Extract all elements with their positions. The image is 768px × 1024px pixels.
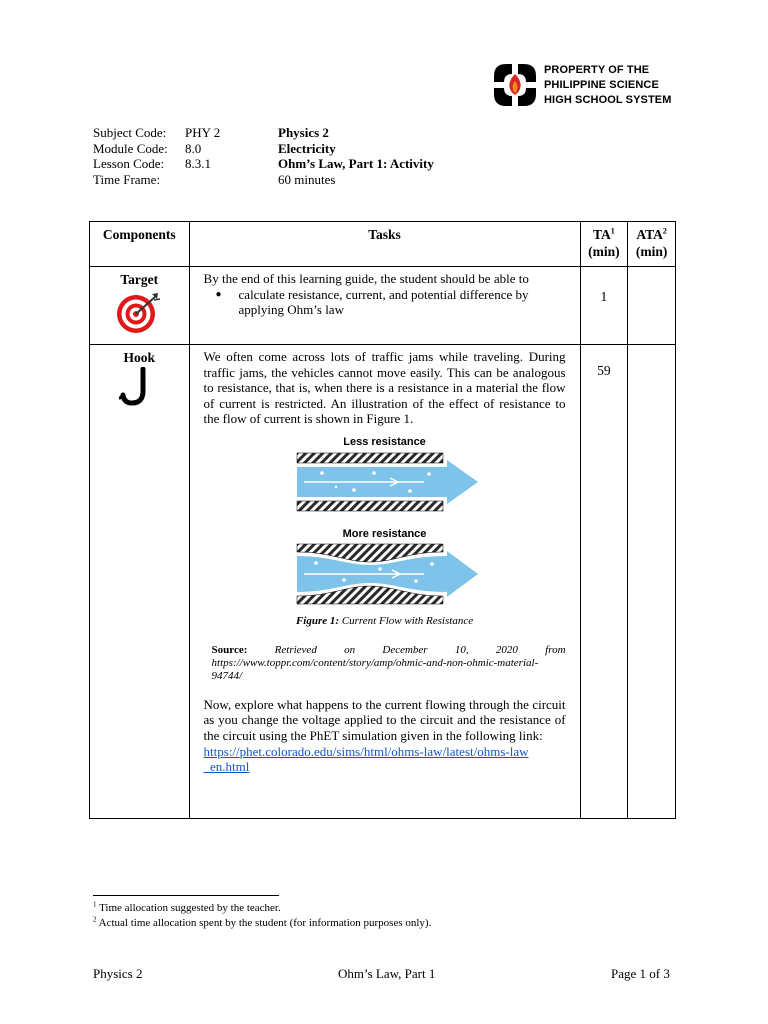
footnote-divider (93, 895, 279, 896)
footnote-1-text: Time allocation suggested by the teacher. (99, 902, 281, 914)
logo-line-2: PHILIPPINE SCIENCE (544, 79, 659, 91)
phet-simulation-link[interactable] (204, 744, 529, 775)
hook-ata (628, 345, 676, 819)
logo-line-3: HIGH SCHOOL SYSTEM (544, 94, 672, 106)
hook-paragraph-2: Now, explore what happens to the current flowing through the circuit as you change the voltage applied to the circuit and the resistance of the circuit using the PhET simulation given in the following link: (203, 696, 566, 743)
time-frame-value: 60 minutes (278, 171, 336, 187)
table-row-target (90, 267, 676, 345)
subject-code-value: PHY 2 (185, 125, 221, 140)
target-ata (628, 267, 676, 345)
figure-caption (204, 614, 566, 630)
target-objective: ● calculate resistance, current, and potential difference by applying Ohm’s law (224, 287, 566, 318)
figure-label-more-resistance: More resistance (342, 527, 427, 540)
table-header-row (90, 222, 676, 267)
logo-text (544, 63, 672, 108)
target-component-cell (90, 267, 190, 345)
figure-1 (204, 435, 566, 630)
less-resistance-diagram (204, 451, 566, 513)
phet-link-line-2: _en.html (203, 759, 250, 775)
source-text: Retrieved on December 10, 2020 from https://www.toppr.com/content/story/amp/ohmic-and-non-ohmic-material-94744/ (211, 643, 566, 682)
hook-task-cell (189, 345, 580, 819)
hook-component-cell (90, 345, 190, 819)
target-ta: 1 (580, 267, 628, 345)
header-ta (580, 222, 628, 267)
header-components: Components (90, 222, 190, 267)
lesson-title: Ohm’s Law, Part 1: Activity (278, 156, 434, 171)
lesson-info (93, 125, 434, 187)
figure-label-less-resistance: Less resistance (343, 435, 426, 448)
header-tasks: Tasks (189, 222, 580, 267)
target-task-cell (189, 267, 580, 345)
footnote-1 (93, 902, 281, 915)
footnote-2-text: Actual time allocation spent by the student (for information purposes only). (98, 917, 432, 929)
hook-ta: 59 (580, 345, 628, 819)
footnote-ref-2: 2 (662, 226, 667, 236)
phet-link-wrapper (204, 744, 566, 775)
footnote-2-number: 2 (93, 915, 97, 924)
module-title: Electricity (278, 140, 336, 156)
footnote-ref-1: 1 (610, 226, 615, 236)
target-label: Target (120, 272, 159, 287)
figure-caption-text: Current Flow with Resistance (341, 615, 474, 628)
learning-guide-table (89, 221, 676, 819)
target-intro: By the end of this learning guide, the student should be able to (203, 271, 529, 286)
module-code-label: Module Code: (93, 140, 168, 156)
more-resistance-diagram (204, 542, 566, 606)
hook-icon (119, 367, 159, 409)
figure-caption-number: Figure 1: (295, 615, 340, 628)
figure-source (212, 644, 566, 683)
footer-center: Ohm’s Law, Part 1 (338, 966, 436, 981)
hook-paragraph-1: We often come across lots of traffic jams while traveling. During traffic jams, the vehicles cannot move easily. This can be analogous to resistance, that is, when there is a resistance in a material the flow of current is restricted. An illustration of the effect of resistance to the flow of current is shown in Figure 1. (203, 349, 566, 427)
logo-line-1: PROPERTY OF THE (544, 64, 650, 76)
header-ata (628, 222, 676, 267)
footnote-1-number: 1 (93, 900, 97, 909)
lesson-code-label: Lesson Code: (93, 156, 165, 171)
header-ata-unit: (min) (635, 244, 668, 259)
table-row-hook (90, 345, 676, 819)
pshs-logo-icon (492, 62, 538, 108)
subject-code-label: Subject Code: (93, 125, 167, 140)
subject-title: Physics 2 (278, 125, 329, 140)
target-icon (114, 290, 164, 336)
phet-link-line-1: https://phet.colorado.edu/sims/html/ohms-law/latest/ohms-law (203, 743, 529, 759)
time-frame-label: Time Frame: (93, 171, 161, 187)
footnote-2 (93, 917, 431, 930)
header-ata-label: ATA (636, 227, 663, 242)
lesson-code-value: 8.3.1 (185, 156, 211, 171)
footer-left: Physics 2 (93, 966, 143, 981)
header-ta-unit: (min) (588, 244, 620, 259)
module-code-value: 8.0 (185, 140, 202, 156)
hook-label: Hook (123, 350, 156, 365)
header-ta-label: TA (593, 227, 611, 242)
footer-page-number: Page 1 of 3 (611, 966, 670, 981)
source-label: Source: (211, 643, 248, 656)
